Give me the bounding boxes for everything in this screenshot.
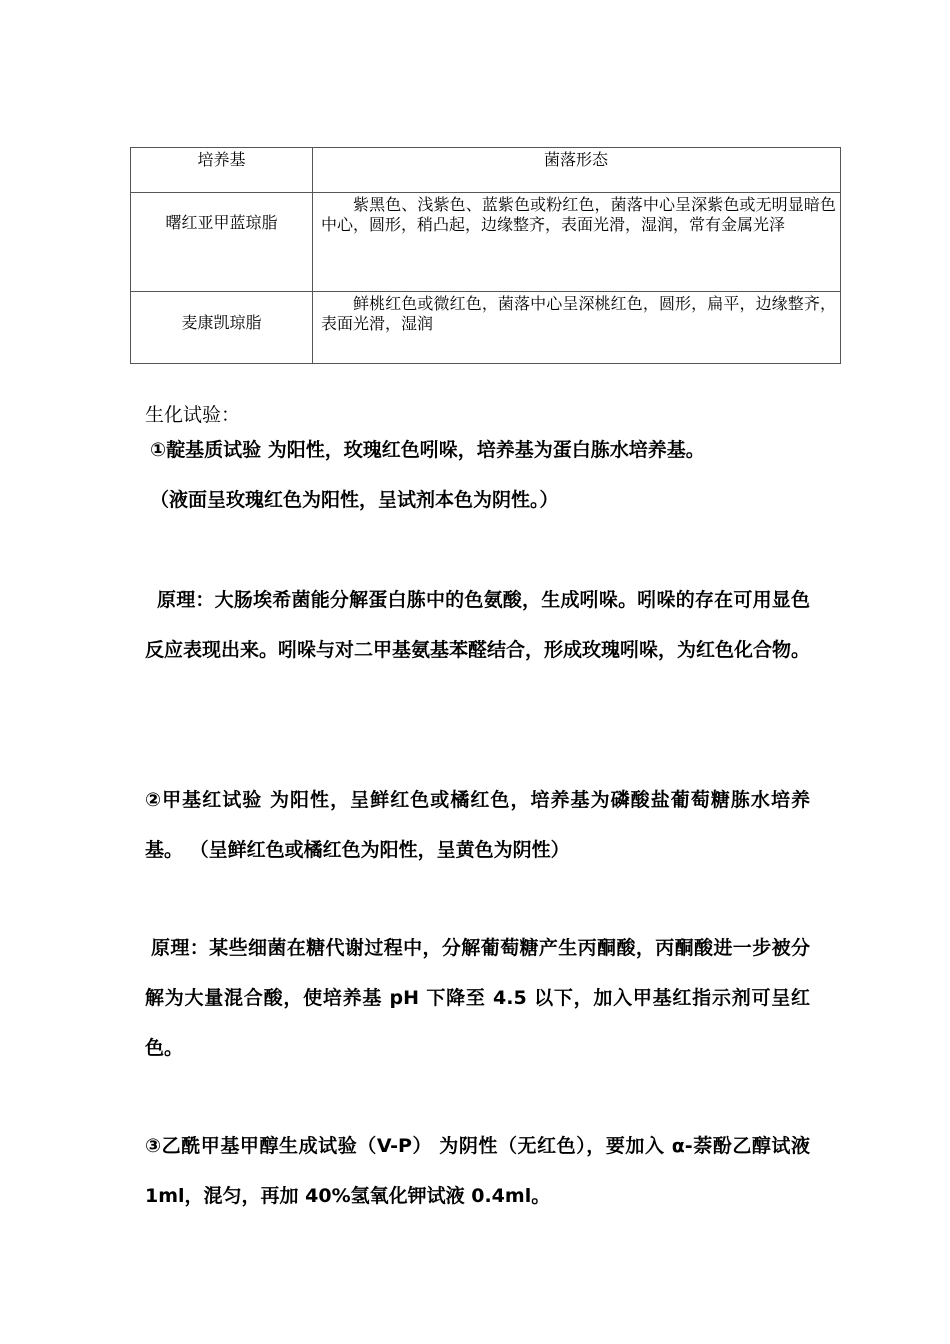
methyl-red-principle: 原理：某些细菌在糖代谢过程中，分解葡萄糖产生丙酮酸，丙酮酸进一步被分解为大量混合酸，使培养基 pH 下降至 4.5 以下，加入甲基红指示剂可呈红色。 [145,937,810,1059]
table-cell-morphology: 鲜桃红色或微红色，菌落中心呈深桃红色，圆形，扁平，边缘整齐，表面光滑，湿润 [321,294,836,333]
colony-morphology-table [130,147,841,364]
section-title: 生化试验： [145,404,241,426]
table-column-divider [312,148,313,363]
table-header-medium: 培养基 [197,150,246,169]
indole-principle: 原理：大肠埃希菌能分解蛋白胨中的色氨酸，生成吲哚。吲哚的存在可用显色反应表现出来。吲哚与对二甲基氨基苯醛结合，形成玫瑰吲哚，为红色化合物。 [145,589,811,661]
table-row-divider [131,291,840,292]
table-cell-medium: 曙红亚甲蓝琼脂 [165,213,278,232]
table-row-divider [131,192,840,193]
table-cell-morphology: 紫黑色、浅紫色、蓝紫色或粉红色，菌落中心呈深紫色或无明显暗色中心，圆形，稍凸起，边缘整齐，表面光滑，湿润，常有金属光泽 [321,195,836,234]
table-cell-medium: 麦康凯琼脂 [181,313,262,332]
indole-test-line1: ①靛基质试验 为阳性，玫瑰红色吲哚，培养基为蛋白胨水培养基。 [150,439,705,461]
vp-test: ③乙酰甲基甲醇生成试验（V-P） 为阴性（无红色），要加入 α-萘酚乙醇试液 1ml，混匀，再加 40%氢氧化钾试液 0.4ml。 [145,1135,810,1207]
methyl-red-test: ②甲基红试验 为阳性，呈鲜红色或橘红色，培养基为磷酸盐葡萄糖胨水培养基。 （呈鲜红色或橘红色为阳性，呈黄色为阴性） [145,789,810,861]
indole-test-line2: （液面呈玫瑰红色为阳性，呈试剂本色为阴性。） [150,489,559,511]
table-header-morphology: 菌落形态 [543,150,608,169]
